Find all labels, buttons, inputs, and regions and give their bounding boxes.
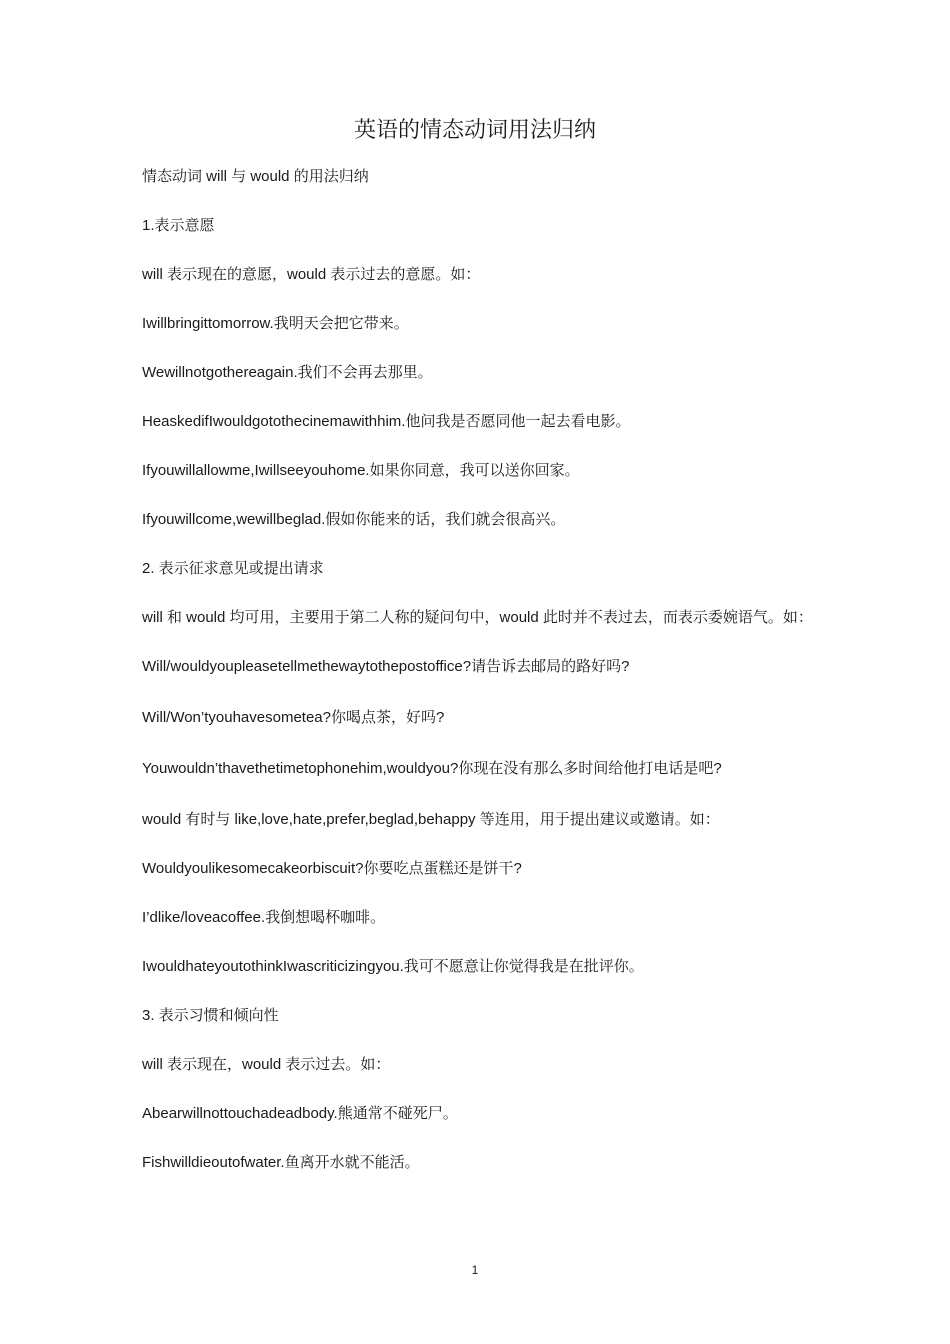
paragraph: will 和 would 均可用，主要用于第二人称的疑问句中，would 此时并不表过去，而表示委婉语气。如： [142, 609, 813, 626]
example-sentence: I’dlike/loveacoffee.我倒想喝杯咖啡。 [142, 909, 386, 926]
example-sentence: HeaskedifIwouldgotothecinemawithhim.他问我是否愿同他一起去看电影。 [142, 413, 631, 430]
example-sentence: Wouldyoulikesomecakeorbiscuit?你要吃点蛋糕还是饼干? [142, 860, 522, 877]
paragraph: will 表示现在，would 表示过去。如： [142, 1056, 391, 1073]
example-sentence: Will/wouldyoupleasetellmethewaytothepostoffice?请告诉去邮局的路好吗? [142, 658, 630, 675]
subheading: 2. 表示征求意见或提出请求 [142, 560, 324, 577]
subheading: 1.表示意愿 [142, 217, 215, 234]
example-sentence: Ifyouwillallowme,Iwillseeyouhome.如果你同意，我可以送你回家。 [142, 462, 580, 479]
example-sentence: IwouldhateyoutothinkIwascriticizingyou.我可不愿意让你觉得我是在批评你。 [142, 958, 644, 975]
subheading: 3. 表示习惯和倾向性 [142, 1007, 279, 1024]
example-sentence: Will/Won’tyouhavesometea?你喝点茶，好吗? [142, 709, 445, 726]
example-sentence: Fishwilldieoutofwater.鱼离开水就不能活。 [142, 1154, 420, 1171]
page-number: 1 [471, 1263, 479, 1277]
example-sentence: Abearwillnottouchadeadbody.熊通常不碰死尸。 [142, 1105, 458, 1122]
example-sentence: Wewillnotgothereagain.我们不会再去那里。 [142, 364, 433, 381]
example-sentence: Ifyouwillcome,wewillbeglad.假如你能来的话，我们就会很高兴。 [142, 511, 566, 528]
document-body [142, 165, 814, 1200]
paragraph: would 有时与 like,love,hate,prefer,beglad,behappy 等连用，用于提出建议或邀请。如： [142, 811, 720, 828]
example-sentence: Youwouldn’thavethetimetophonehim,wouldyou?你现在没有那么多时间给他打电话是吧? [142, 760, 722, 777]
paragraph: will 表示现在的意愿，would 表示过去的意愿。如： [142, 266, 481, 283]
section-heading: 情态动词 will 与 would 的用法归纳 [142, 168, 369, 185]
document-title: 英语的情态动词用法归纳 [353, 118, 596, 143]
example-sentence: Iwillbringittomorrow.我明天会把它带来。 [142, 315, 409, 332]
